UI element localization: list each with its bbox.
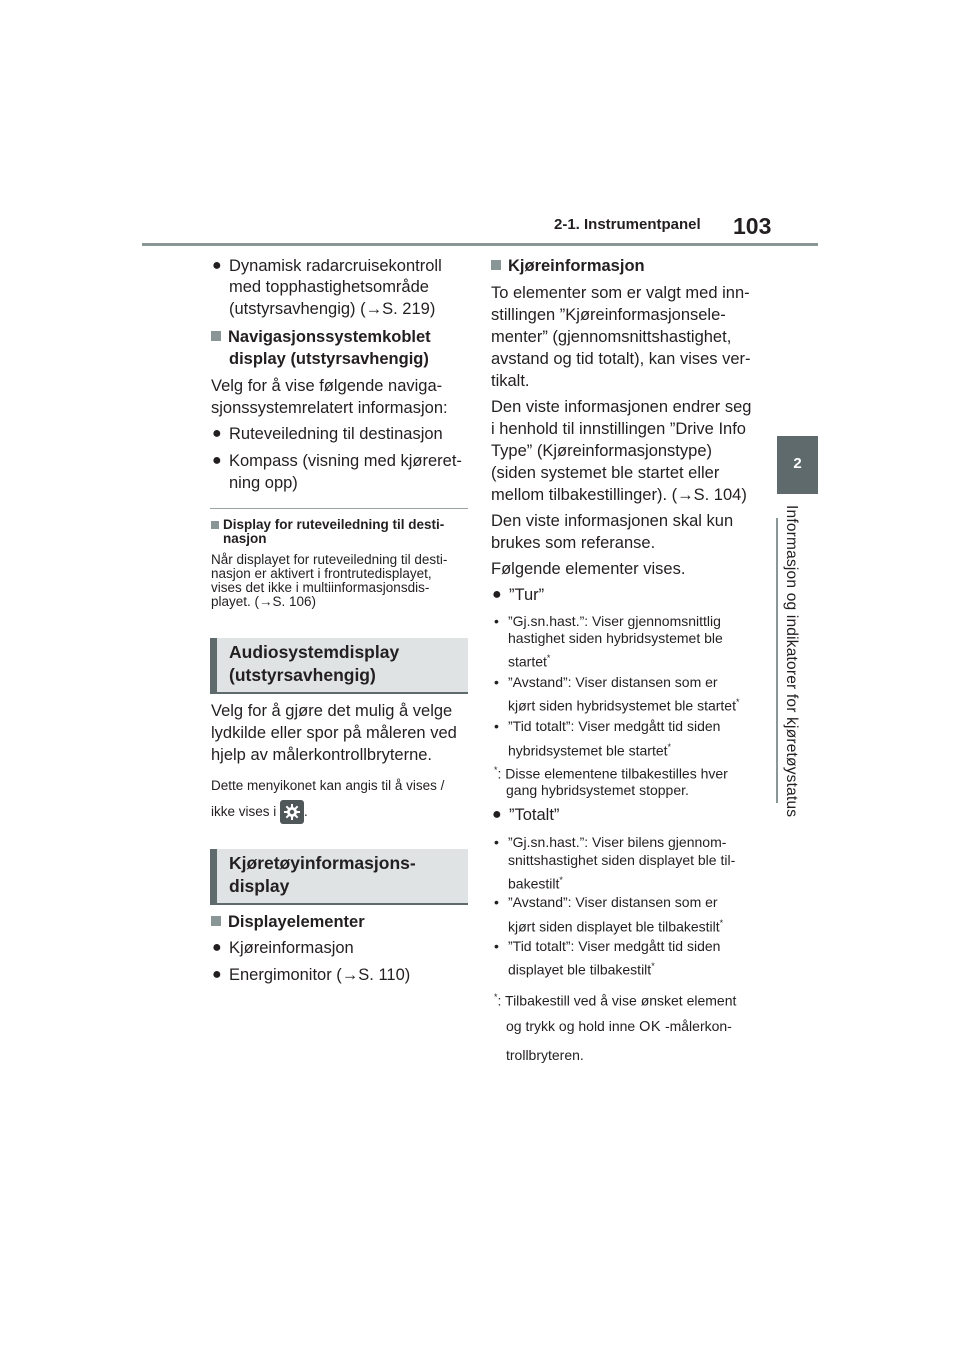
text-line: displayet ble tilbakestilt* (508, 961, 655, 978)
text-line: (siden systemet ble startet eller (491, 464, 720, 482)
chapter-rule (776, 518, 778, 803)
square-bullet-icon (211, 331, 221, 341)
note-divider (210, 508, 468, 509)
note-line: Når displayet for ruteveiledning til desti- (211, 552, 448, 567)
text-line: menter” (gjennomsnittshastighet, (491, 328, 732, 346)
text-line: To elementer som er valgt med inn- (491, 284, 750, 302)
text-line: avstand og tid totalt), kan vises ver- (491, 350, 751, 368)
text-line: brukes som referanse. (491, 534, 656, 552)
note-line: playet. (→S. 106) (211, 594, 317, 609)
text-line: med topphastighetsområde (229, 278, 429, 296)
text-line: gang hybridsystemet stopper. (506, 782, 689, 798)
text-line: Dette menyikonet kan angis til å vises / (211, 778, 445, 793)
text-line: hastighet siden hybridsystemet ble (508, 630, 723, 646)
bullet-icon: ● (492, 806, 502, 823)
ok-button-icon: OK (639, 1019, 662, 1035)
text-line: sjonssystemrelatert informasjon: (211, 399, 448, 417)
bullet-icon: ● (492, 586, 502, 603)
text-line: (utstyrsavhengig) (→S. 219) (229, 300, 436, 318)
text-line-with-ok: og trykk og hold inne OK -målerkon- (506, 1018, 732, 1035)
subheading-driving-info: Kjøreinformasjon (491, 255, 645, 277)
header-rule (142, 243, 818, 246)
text-line: Velg for å gjøre det mulig å velge (211, 702, 453, 720)
text-line: Følgende elementer vises. (491, 560, 686, 578)
gear-icon (280, 800, 304, 824)
text-line: mellom tilbakestillinger). (→S. 104) (491, 486, 747, 504)
text-line: Velg for å vise følgende naviga- (211, 377, 443, 395)
note-heading: Display for ruteveiledning til desti- (211, 518, 444, 532)
note-line: nasjon er aktivert i frontrutedisplayet, (211, 566, 432, 581)
bullet-icon: ● (212, 966, 222, 983)
heading-vehicle-info-display: Kjøretøyinformasjons- display (210, 849, 468, 905)
text-line: startet* (508, 653, 551, 670)
text-line: stillingen ”Kjøreinformasjonsele- (491, 306, 726, 324)
text-line: snittshastighet siden displayet ble til- (508, 852, 736, 868)
section-title: 2-1. Instrumentpanel (554, 216, 701, 233)
bullet-icon: ● (212, 452, 222, 469)
bullet-icon: ● (212, 257, 222, 274)
text-line: kjørt siden displayet ble tilbakestilt* (508, 918, 724, 935)
square-bullet-icon (211, 521, 219, 529)
square-bullet-icon (211, 916, 221, 926)
heading-audio-display: Audiosystemdisplay (utstyrsavhengig) (210, 638, 468, 694)
page-number: 103 (733, 213, 772, 239)
text-line: tikalt. (491, 372, 530, 390)
text-line: trollbryteren. (506, 1047, 584, 1063)
text-line: hybridsystemet ble startet* (508, 742, 672, 759)
text-line: hjelp av målerkontrollbryterne. (211, 746, 433, 764)
text-line: lydkilde eller spor på måleren ved (211, 724, 457, 742)
note-line: vises det ikke i multiinformasjonsdis- (211, 580, 430, 595)
text-line: Den viste informasjonen skal kun (491, 512, 734, 530)
footnote: *: Disse elementene tilbakestilles hver (494, 765, 728, 782)
text-line: i henhold til innstillingen ”Drive Info (491, 420, 746, 438)
text-line-with-icon: ikke vises i . (211, 800, 308, 824)
bullet-icon: ● (212, 425, 222, 442)
subheading-line: display (utstyrsavhengig) (229, 350, 429, 368)
square-bullet-icon (491, 260, 501, 270)
text-line: ning opp) (229, 474, 298, 492)
text-line: Den viste informasjonen endrer seg (491, 398, 752, 416)
chapter-number: 2 (793, 455, 802, 472)
footnote: *: Tilbakestill ved å vise ønsket element (494, 992, 737, 1009)
text-line: kjørt siden hybridsystemet ble startet* (508, 697, 740, 714)
chapter-label: Informasjon og indikatorer for kjøretøystatus (783, 505, 800, 818)
subheading-navigation: Navigasjonssystemkoblet (211, 326, 431, 348)
bullet-icon: ● (212, 939, 222, 956)
note-heading-line: nasjon (223, 531, 267, 546)
text-line: bakestilt* (508, 875, 563, 892)
text-line: Type” (Kjøreinformasjonstype) (491, 442, 712, 460)
subheading-display-elements: Displayelementer (211, 911, 365, 933)
